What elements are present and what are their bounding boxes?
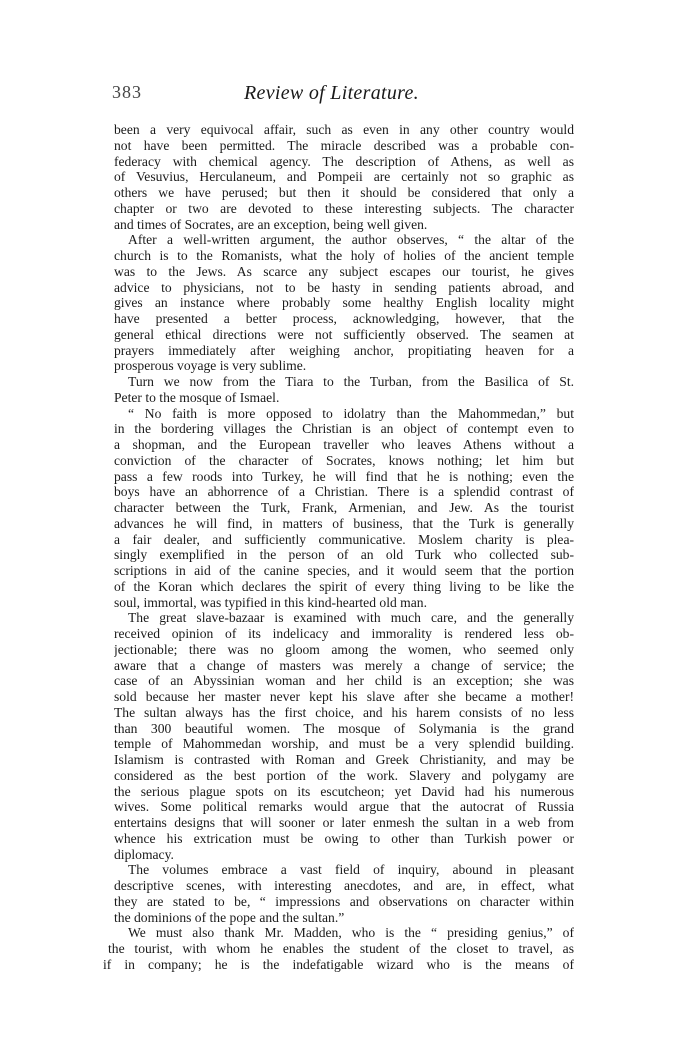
text-line: the serious plague spots on its escutcheon; yet David had his numerous [114, 783, 574, 799]
text-line: The volumes embrace a vast field of inquiry, abound in pleasant [128, 862, 574, 878]
text-line: singly exemplified in the person of an old Turk who collected sub- [114, 547, 574, 563]
text-line: temple of Mahommedan worship, and must be a very splendid building. [114, 736, 574, 752]
text-line: been a very equivocal affair, such as even in any other country would [114, 122, 574, 137]
text-line: boys have an abhorrence of a Christian. There is a splendid contrast of [114, 484, 574, 500]
text-line: if in company; he is the indefatigable wizard who is the means of [103, 956, 574, 972]
text-line: a fair dealer, and sufficiently communicative. Moslem charity is plea- [114, 531, 574, 547]
text-line: chapter or two are devoted to these interesting subjects. The character [114, 200, 574, 216]
text-line: entertains designs that will sooner or later enmesh the sultan in a web from [114, 815, 574, 830]
text-line: federacy with chemical agency. The description of Athens, as well as [114, 153, 574, 169]
text-line: descriptive scenes, with interesting anecdotes, and are, in effect, what [114, 878, 574, 893]
text-line: church is to the Romanists, what the holy of holies of the ancient temple [114, 248, 574, 263]
body-text [103, 122, 574, 973]
text-line: pass a few roods into Turkey, he will find that he is nothing; even the [114, 468, 574, 484]
text-line: considered as the best portion of the work. Slavery and polygamy are [114, 767, 574, 783]
running-title: Review of Literature. [244, 82, 419, 104]
text-line: character between the Turk, Frank, Armenian, and Jew. As the tourist [114, 500, 574, 515]
text-line: scriptions in aid of the canine species, and it would seem that the portion [114, 563, 574, 578]
text-line: The great slave-bazaar is examined with much care, and the generally [128, 610, 574, 626]
text-line: Peter to the mosque of Ismael. [114, 389, 280, 405]
text-line: others we have perused; but then it should be considered that only a [114, 185, 574, 200]
text-line: sold because her master never kept his slave after she became a mother! [114, 689, 574, 704]
text-line: a shopman, and the European traveller who leaves Athens without a [114, 437, 574, 452]
text-line: “ No faith is more opposed to idolatry than the Mahommedan,” but [128, 405, 574, 421]
text-line: advances he will find, in matters of business, that the Turk is generally [114, 515, 574, 531]
text-line: advice to physicians, not to be hasty in sending patients abroad, and [114, 279, 574, 295]
text-line: the tourist, with whom he enables the student of the closet to travel, as [108, 941, 574, 956]
text-line: prosperous voyage is very sublime. [114, 358, 307, 374]
text-line: received opinion of its indelicacy and immorality is rendered less ob- [114, 626, 574, 641]
text-line: in the bordering villages the Christian is an object of contempt even to [114, 421, 574, 437]
text-line: have presented a better process, acknowledging, however, that the [114, 311, 574, 326]
text-line: general ethical directions were not sufficiently observed. The seamen at [114, 326, 574, 342]
text-line: After a well-written argument, the author observes, “ the altar of the [128, 232, 574, 248]
text-line: Islamism is contrasted with Roman and Greek Christianity, and may be [114, 752, 574, 767]
text-line: gives an instance where probably some healthy English locality might [114, 295, 574, 311]
text-line: whence his extrication must be owing to other than Turkish power or [114, 830, 574, 846]
text-line: wives. Some political remarks would argue that the autocrat of Russia [114, 799, 574, 815]
text-line: was to the Jews. As scarce any subject escapes our tourist, he gives [114, 263, 574, 279]
text-line: not have been permitted. The miracle described was a probable con- [114, 137, 574, 153]
text-line: The sultan always has the first choice, and his harem consists of no less [114, 704, 574, 720]
page-number: 383 [112, 82, 142, 102]
text-line: We must also thank Mr. Madden, who is the “ presiding genius,” of [128, 925, 574, 941]
text-line: diplomacy. [114, 846, 174, 862]
text-line: of the Koran which declares the spirit of every thing living to be like the [114, 578, 574, 594]
text-line: the dominions of the pope and the sultan.” [114, 909, 345, 925]
text-line: of Vesuvius, Herculaneum, and Pompeii are certainly not so graphic as [114, 169, 574, 185]
text-line: soul, immortal, was typified in this kind-hearted old man. [114, 594, 427, 610]
text-line: jectionable; there was no gloom among the women, who seemed only [114, 641, 574, 657]
text-line: aware that a change of masters was merely a change of service; the [114, 657, 574, 673]
text-line: Turn we now from the Tiara to the Turban, from the Basilica of St. [128, 374, 574, 389]
page-header [112, 82, 572, 110]
text-line: case of an Abyssinian woman and her child is an exception; she was [114, 673, 574, 689]
text-line: and times of Socrates, are an exception, being well given. [114, 216, 428, 232]
text-line: than 300 beautiful women. The mosque of Solymania is the grand [114, 720, 574, 736]
text-line: conviction of the character of Socrates, knows nothing; let him but [114, 452, 574, 468]
text-line: they are stated to be, “ impressions and observations on character within [114, 893, 574, 909]
text-line: prayers immediately after weighing anchor, propitiating heaven for a [114, 342, 574, 358]
